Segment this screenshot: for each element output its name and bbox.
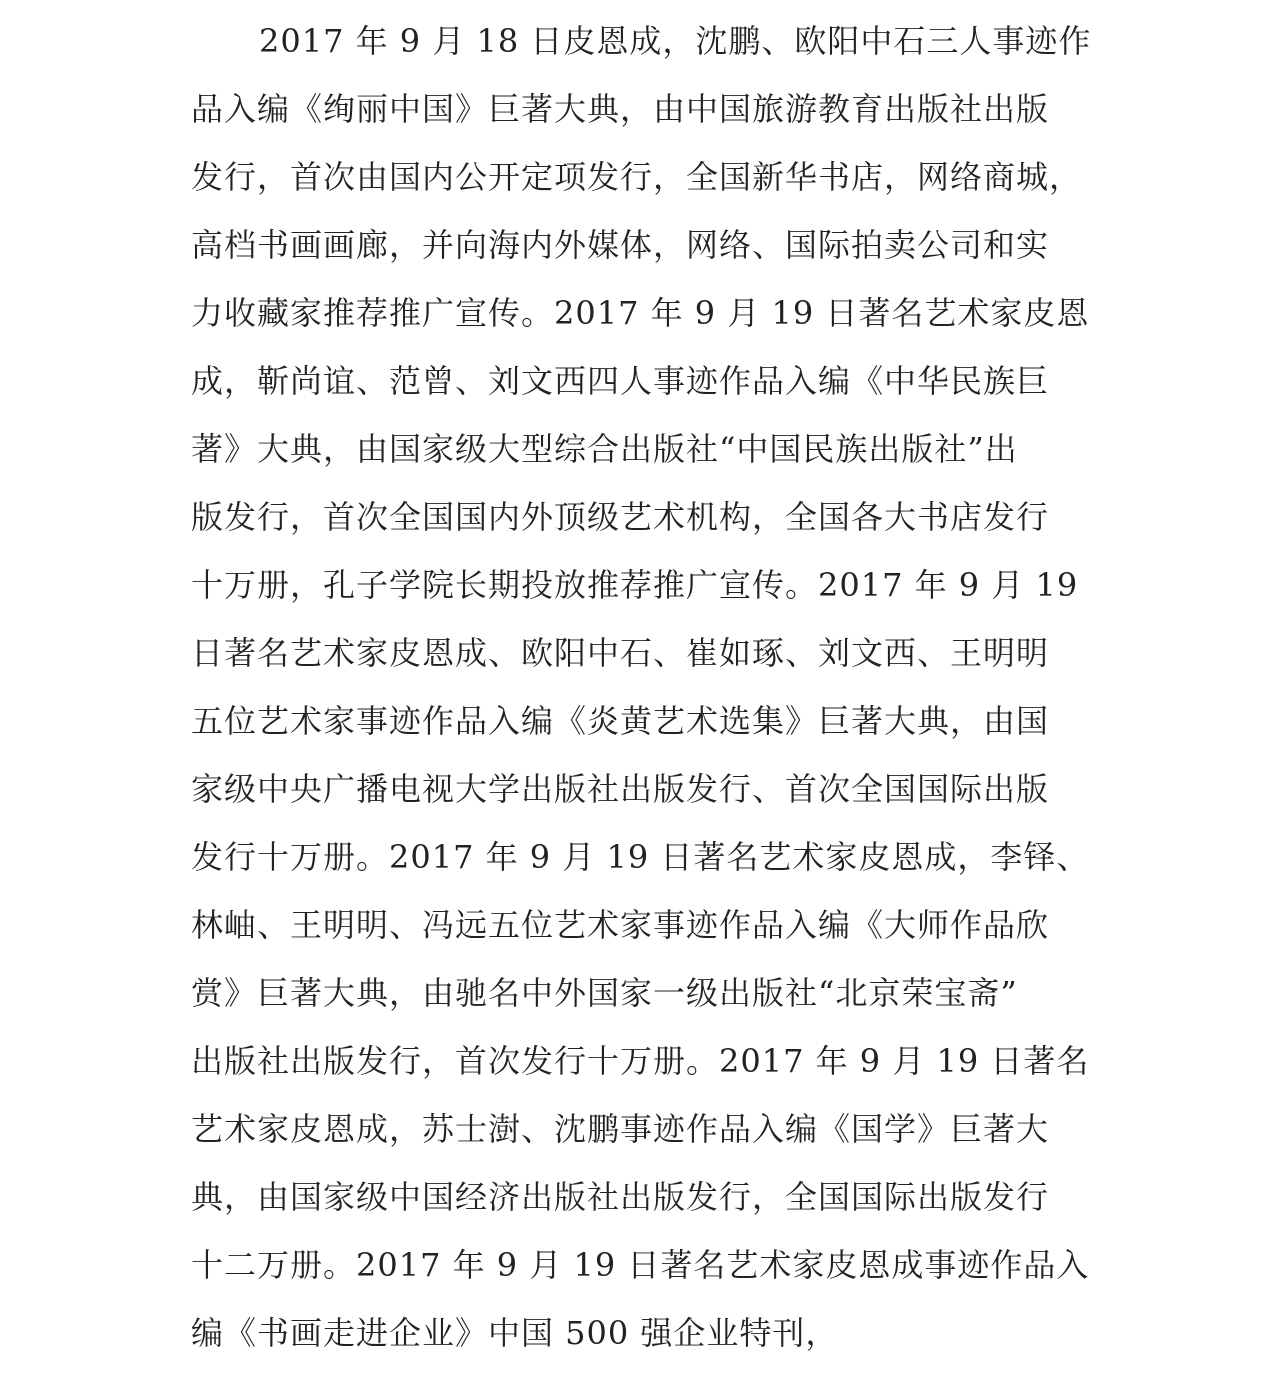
text-line: 出版社出版发行，首次发行十万册。2017 年 9 月 19 日著名 [191, 1042, 1090, 1080]
text-line: 力收藏家推荐推广宣传。2017 年 9 月 19 日著名艺术家皮恩 [191, 294, 1090, 332]
text-line: 品入编《绚丽中国》巨著大典，由中国旅游教育出版社出版 [191, 90, 1050, 128]
text-line: 典，由国家级中国经济出版社出版发行，全国国际出版发行 [191, 1178, 1050, 1216]
text-line: 家级中央广播电视大学出版社出版发行、首次全国国际出版 [191, 770, 1050, 808]
text-line: 五位艺术家事迹作品入编《炎黄艺术选集》巨著大典，由国 [191, 702, 1050, 740]
body-paragraph [191, 7, 1091, 1367]
text-line: 著》大典，由国家级大型综合出版社“中国民族出版社”出 [191, 430, 1018, 468]
text-line: 赏》巨著大典，由驰名中外国家一级出版社“北京荣宝斋” [191, 974, 1018, 1012]
text-line: 版发行，首次全国国内外顶级艺术机构，全国各大书店发行 [191, 498, 1050, 536]
text-line: 日著名艺术家皮恩成、欧阳中石、崔如琢、刘文西、王明明 [191, 634, 1050, 672]
text-line: 2017 年 9 月 18 日皮恩成，沈鹏、欧阳中石三人事迹作 [259, 22, 1091, 60]
text-line: 编《书画走进企业》中国 500 强企业特刊， [191, 1314, 839, 1352]
text-line: 林岫、王明明、冯远五位艺术家事迹作品入编《大师作品欣 [191, 906, 1050, 944]
text-line: 发行，首次由国内公开定项发行，全国新华书店，网络商城， [191, 158, 1083, 196]
text-line: 艺术家皮恩成，苏士澍、沈鹏事迹作品入编《国学》巨著大 [191, 1110, 1050, 1148]
text-line: 高档书画画廊，并向海内外媒体，网络、国际拍卖公司和实 [191, 226, 1050, 264]
text-line: 十二万册。2017 年 9 月 19 日著名艺术家皮恩成事迹作品入 [191, 1246, 1090, 1284]
text-line: 十万册，孔子学院长期投放推荐推广宣传。2017 年 9 月 19 [191, 566, 1079, 604]
text-line: 发行十万册。2017 年 9 月 19 日著名艺术家皮恩成，李铎、 [191, 838, 1090, 876]
text-line: 成，靳尚谊、范曾、刘文西四人事迹作品入编《中华民族巨 [191, 362, 1050, 400]
